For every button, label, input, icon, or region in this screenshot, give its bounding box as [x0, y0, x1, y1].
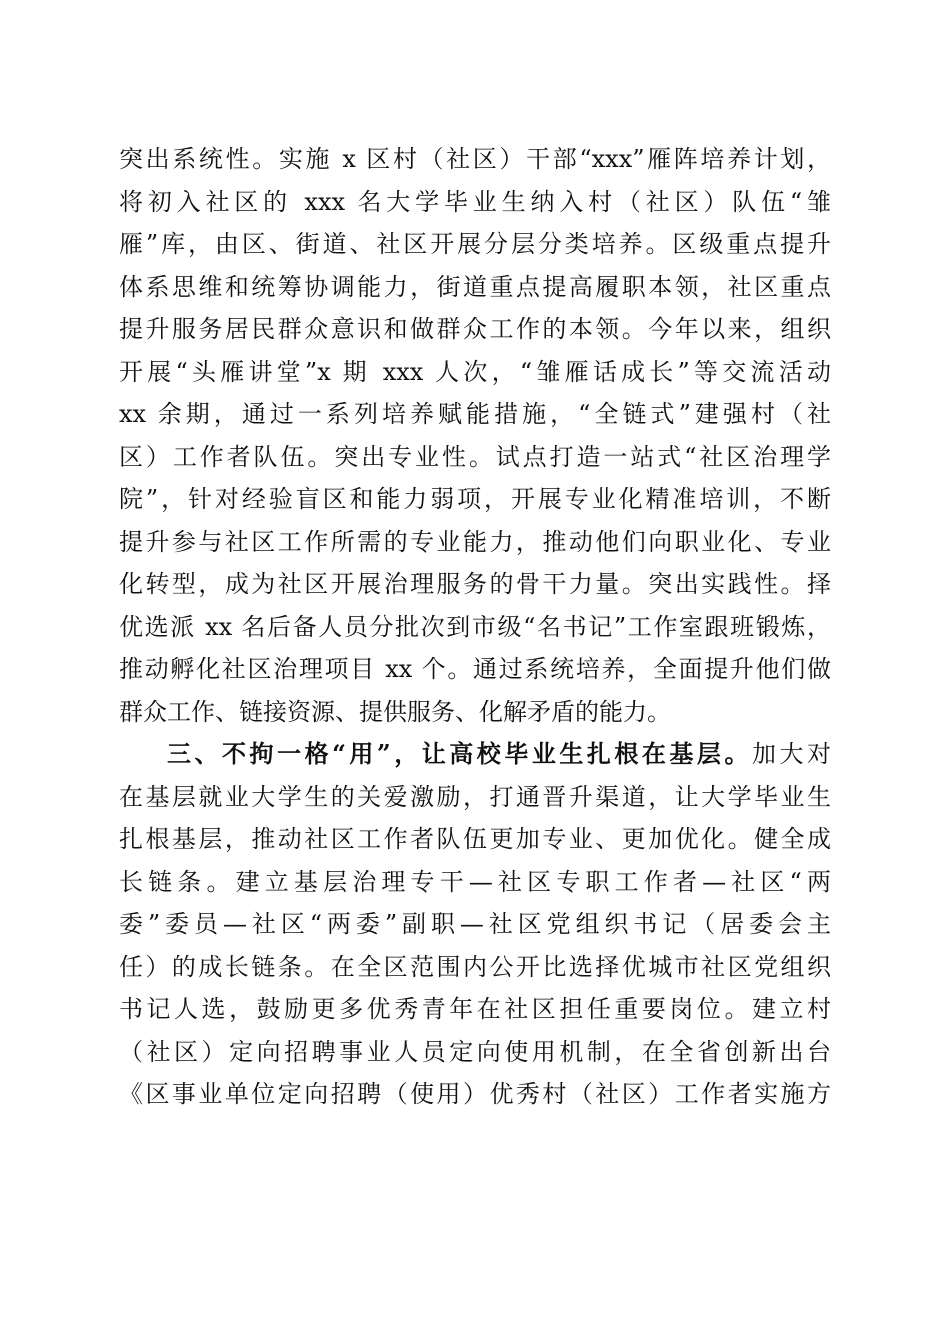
paragraph-line: 提升服务居民群众意识和做群众工作的本领。今年以来，组织 [119, 315, 831, 343]
paragraph-line: 推动孵化社区治理项目 xx 个。通过系统培养，全面提升他们做 [119, 655, 831, 683]
paragraph-last-line: 群众工作、链接资源、提供服务、化解矛盾的能力。 [119, 697, 671, 726]
paragraph-line: 区）工作者队伍。突出专业性。试点打造一站式“社区治理学 [119, 442, 831, 471]
paragraph-line: 院”，针对经验盲区和能力弱项，开展专业化精准培训，不断 [119, 485, 831, 513]
section-heading: 三、不拘一格“用”，让高校毕业生扎根在基层。 [167, 739, 752, 768]
paragraph-line: 雁”库，由区、街道、社区开展分层分类培养。区级重点提升 [119, 230, 831, 258]
section-line: 委”委员—社区“两委”副职—社区党组织书记（居委会主 [119, 910, 831, 938]
section-line: 扎根基层，推动社区工作者队伍更加专业、更加优化。健全成 [119, 825, 831, 853]
section-first-line-rest: 加大对 [751, 740, 832, 768]
paragraph-line: 开展“头雁讲堂”x 期 xxx 人次，“雏雁话成长”等交流活动 [119, 357, 831, 386]
paragraph-line: 优选派 xx 名后备人员分批次到市级“名书记”工作室跟班锻炼， [119, 612, 831, 641]
section-line: 在基层就业大学生的关爱激励，打通晋升渠道，让大学毕业生 [119, 782, 831, 811]
paragraph-line: 体系思维和统筹协调能力，街道重点提高履职本领，社区重点 [119, 272, 831, 301]
paragraph-line: 突出系统性。实施 x 区村（社区）干部“xxx”雁阵培养计划， [119, 145, 831, 173]
paragraph-line: xx 余期，通过一系列培养赋能措施，“全链式”建强村（社 [119, 400, 831, 428]
section-line: （社区）定向招聘事业人员定向使用机制，在全省创新出台 [119, 1037, 831, 1066]
section-line: 《区事业单位定向招聘（使用）优秀村（社区）工作者实施方 [119, 1080, 831, 1108]
body-text [119, 138, 831, 1116]
paragraph-line: 将初入社区的 xxx 名大学毕业生纳入村（社区）队伍“雏 [119, 187, 831, 216]
paragraph-line: 化转型，成为社区开展治理服务的骨干力量。突出实践性。择 [119, 570, 831, 598]
paragraph-line: 提升参与社区工作所需的专业能力，推动他们向职业化、专业 [119, 527, 831, 556]
section-first-line [119, 733, 831, 776]
section-line: 长链条。建立基层治理专干—社区专职工作者—社区“两 [119, 867, 831, 896]
section-line: 书记人选，鼓励更多优秀青年在社区担任重要岗位。建立村 [119, 995, 831, 1023]
section-line: 任）的成长链条。在全区范围内公开比选择优城市社区党组织 [119, 952, 831, 981]
